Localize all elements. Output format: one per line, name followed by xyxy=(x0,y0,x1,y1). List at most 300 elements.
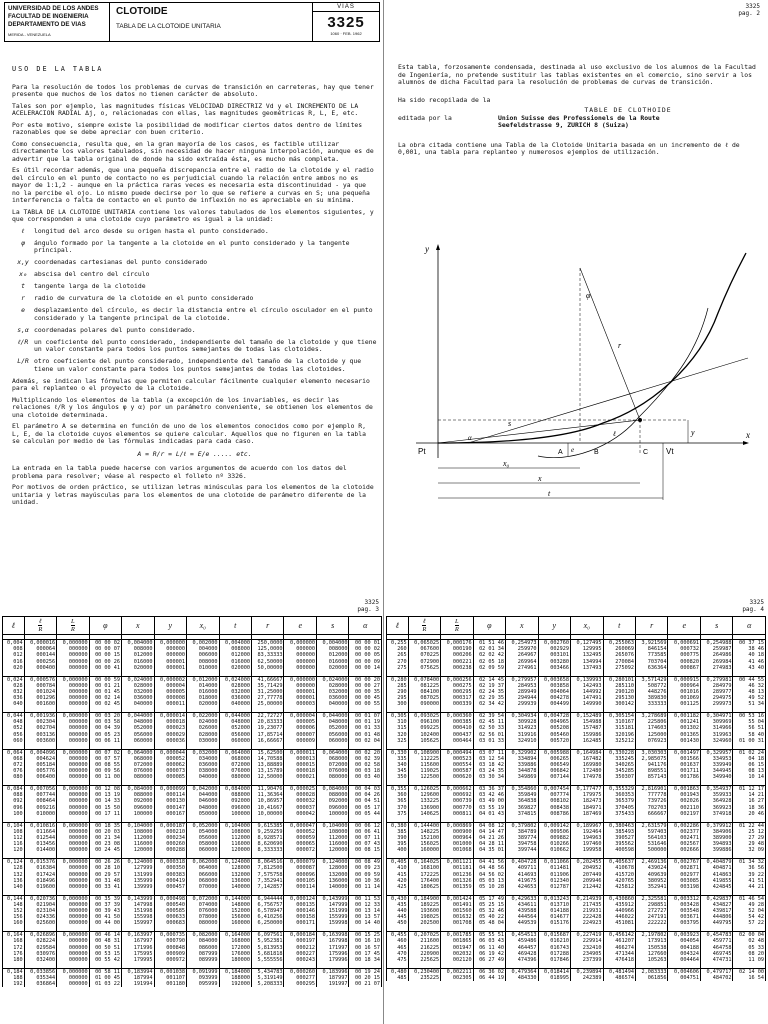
table-cell: 002110 xyxy=(668,805,700,811)
table-cell: 000167 xyxy=(154,811,186,817)
table-cell: 000000 xyxy=(284,665,316,671)
table-cell: 005776 xyxy=(24,768,56,774)
table-cell: 284979 xyxy=(700,683,732,689)
table-cell: 0,456142 xyxy=(603,932,635,939)
table-cell: 000000 xyxy=(284,646,316,652)
column-header: φ xyxy=(89,617,121,635)
table-cell: 050000 xyxy=(187,811,219,817)
table-cell: 172480 xyxy=(571,768,603,774)
table-cell: 000206 xyxy=(441,652,473,658)
page-number-block xyxy=(357,599,379,613)
table-cell: 7,575758 xyxy=(252,872,284,878)
table-cell: 002197 xyxy=(668,811,700,817)
table-cell: 0,000000 xyxy=(57,713,89,720)
table-cell: 000000 xyxy=(154,646,186,652)
table-cell: 0,000498 xyxy=(154,895,186,902)
table-cell: 0,062000 xyxy=(187,859,219,866)
table-cell: 000275 xyxy=(441,683,473,689)
table-cell: 000032 xyxy=(284,798,316,804)
table-cell: 0,004606 xyxy=(668,968,700,975)
table-cell: 075625 xyxy=(408,665,440,671)
table-cell: 036000 xyxy=(316,695,348,701)
table-cell: 016000 xyxy=(219,659,251,665)
table-cell: 2,816901 xyxy=(636,786,668,793)
table-cell: 449795 xyxy=(700,920,732,926)
table-cell: 000277 xyxy=(284,975,316,981)
table-cell: 080000 xyxy=(316,774,348,780)
table-cell: 0,177477 xyxy=(571,786,603,793)
table-cell: 00 16 10 xyxy=(349,938,382,944)
table-cell: 35,71429 xyxy=(252,683,284,689)
table-cell: 003101 xyxy=(538,652,570,658)
table-cell: 0,012000 xyxy=(187,676,219,683)
table-cell: 080000 xyxy=(219,774,251,780)
table-cell: 000197 xyxy=(284,938,316,944)
table-cell: 189225 xyxy=(408,902,440,908)
table-cell: 439588 xyxy=(506,908,538,914)
table-cell: 000732 xyxy=(668,646,700,652)
table-cell: 0,011066 xyxy=(538,859,570,866)
table-cell: 139999 xyxy=(122,884,154,890)
table-cell: 169980 xyxy=(571,762,603,768)
table-cell: 001943 xyxy=(668,792,700,798)
table-cell: 198025 xyxy=(408,914,440,920)
table-cell: 048000 xyxy=(316,719,348,725)
table-cell: 03 42 46 xyxy=(473,792,505,798)
table-cell: 00 10 36 xyxy=(349,878,382,884)
table-cell: 05 33 xyxy=(733,945,766,951)
table-cell: 00 09 56 xyxy=(89,768,121,774)
table-cell: 00 01 07 xyxy=(349,713,382,720)
table-cell: 380952 xyxy=(636,878,668,884)
table-cell: 115600 xyxy=(408,762,440,768)
table-cell: 0,164 xyxy=(3,932,25,939)
table-cell: 029584 xyxy=(24,945,56,951)
table-cell: 466274 xyxy=(603,945,635,951)
table-cell: 0,355 xyxy=(387,786,409,793)
table-cell: 000001 xyxy=(284,695,316,701)
table-cell: 00 48 31 xyxy=(89,938,121,944)
table-cell: 0,255063 xyxy=(603,640,635,647)
table-cell: 0,015376 xyxy=(24,859,56,866)
table-cell: 00 02 45 xyxy=(89,701,121,707)
table-cell: 084100 xyxy=(408,689,440,695)
label-x-axis: x xyxy=(746,430,750,440)
table-cell: 446022 xyxy=(603,914,635,920)
table-cell: 060 xyxy=(3,738,25,744)
table-cell: 469428 xyxy=(506,951,538,957)
table-cell: 176000 xyxy=(219,951,251,957)
table-cell: 0,000004 xyxy=(284,713,316,720)
x-axis-arrow xyxy=(743,441,749,445)
table-header-row xyxy=(3,617,382,635)
table-cell: 00 12 33 xyxy=(349,902,382,908)
table-cell: 001241 xyxy=(668,719,700,725)
table-cell: 0,000187 xyxy=(154,822,186,829)
table-cell: 01 03 22 xyxy=(89,981,121,987)
table-cell: 00 00 01 xyxy=(349,640,382,647)
table-cell: 155998 xyxy=(122,914,154,920)
table-cell: 03 07 11 xyxy=(473,749,505,756)
table-cell: 179996 xyxy=(316,957,348,963)
table-cell: 415 xyxy=(387,872,409,878)
table-cell: 000419 xyxy=(154,878,186,884)
definition-row xyxy=(12,240,377,255)
table-cell: 149990 xyxy=(571,701,603,707)
table-cell: 0,404879 xyxy=(700,859,732,866)
table-row xyxy=(387,968,766,975)
table-cell: 247191 xyxy=(636,914,668,920)
table-cell: 02 56 01 xyxy=(473,732,505,738)
table-cell: 100 xyxy=(3,811,25,817)
table-cell: 0,279957 xyxy=(506,676,538,683)
definition-row xyxy=(12,228,377,236)
table-cell: 360353 xyxy=(603,792,635,798)
label-ell: ℓ xyxy=(613,430,616,438)
table-cell: 06 27 49 xyxy=(473,957,505,963)
table-cell: 052000 xyxy=(219,725,251,731)
table-row xyxy=(3,859,382,866)
table-cell: 000000 xyxy=(57,725,89,731)
table-cell: 088 xyxy=(3,792,25,798)
table-cell: 0,230400 xyxy=(408,968,440,975)
table-cell: 0,144000 xyxy=(219,895,251,902)
table-cell: 087025 xyxy=(408,695,440,701)
table-cell: 132000 xyxy=(316,872,348,878)
table-cell: 184971 xyxy=(571,805,603,811)
series-label: VIAS xyxy=(313,3,379,12)
table-cell: 54 42 xyxy=(733,914,766,920)
table-cell: 160000 xyxy=(219,920,251,926)
table-cell: 036 xyxy=(3,695,25,701)
doc-number: 3325 xyxy=(327,14,365,31)
source-reference xyxy=(398,107,758,130)
paragraph: Además, se indican las fórmulas que permiten calcular fácilmente cualquier elemento necesario para el replanteo o el proyecto de la clotoide. xyxy=(12,376,370,392)
table-cell: 264967 xyxy=(506,652,538,658)
table-row xyxy=(3,968,382,975)
table-row xyxy=(387,975,766,981)
table-cell: 000523 xyxy=(441,756,473,762)
table-cell: 0,000099 xyxy=(154,786,186,793)
table-cell: 0,082000 xyxy=(187,932,219,939)
table-cell: 076000 xyxy=(219,768,251,774)
table-cell: 384906 xyxy=(700,829,732,835)
table-cell: 00 15 50 xyxy=(89,805,121,811)
table-cell: 450 xyxy=(387,920,409,926)
table-cell: 0,000260 xyxy=(284,968,316,975)
table-cell: 390 xyxy=(387,835,409,841)
table-cell: 0,227419 xyxy=(571,932,603,939)
table-cell: 445 xyxy=(387,914,409,920)
table-cell: 0,429837 xyxy=(700,895,732,902)
table-cell: 001024 xyxy=(24,689,56,695)
table-cell: 004624 xyxy=(24,756,56,762)
table-cell: 474731 xyxy=(700,957,732,963)
table-cell: 00 00 09 xyxy=(349,659,382,665)
table-cell: 0,124000 xyxy=(219,859,251,866)
table-cell: 0,000000 xyxy=(154,640,186,647)
table-cell: 531646 xyxy=(636,841,668,847)
table-cell: 046000 xyxy=(187,798,219,804)
table-cell: 55 04 xyxy=(733,719,766,725)
table-cell: 00 03 18 xyxy=(349,768,382,774)
table-cell: 120000 xyxy=(122,847,154,853)
table-cell: 440966 xyxy=(603,908,635,914)
table-cell: 20 46 xyxy=(733,811,766,817)
table-cell: 012000 xyxy=(122,652,154,658)
table-cell: 14,70588 xyxy=(252,756,284,762)
table-cell: 274983 xyxy=(700,665,732,671)
table-cell: 012544 xyxy=(24,835,56,841)
table-cell: 03 01 33 xyxy=(473,738,505,744)
table-cell: 108000 xyxy=(122,829,154,835)
table-cell: 052 xyxy=(3,725,25,731)
table-cell: 242389 xyxy=(571,975,603,981)
source-label: editada por la xyxy=(398,114,452,122)
table-cell: 056000 xyxy=(187,835,219,841)
table-cell: 5,434783 xyxy=(252,968,284,975)
page-number: pag. 4 xyxy=(742,606,764,613)
column-header xyxy=(24,617,56,635)
table-cell: 000784 xyxy=(24,683,56,689)
table-cell: 216225 xyxy=(408,945,440,951)
table-cell: 0,024 xyxy=(3,676,25,683)
table-cell: 000964 xyxy=(441,835,473,841)
table-cell: 132495 xyxy=(571,652,603,658)
table-cell: 00 00 41 xyxy=(89,665,121,671)
table-cell: 000000 xyxy=(57,841,89,847)
table-cell: 0,214939 xyxy=(571,895,603,902)
table-cell: 409639 xyxy=(636,872,668,878)
table-cell: 000000 xyxy=(57,732,89,738)
table-cell: 016000 xyxy=(316,659,348,665)
table-cell: 000087 xyxy=(284,865,316,871)
table-cell: 57 22 xyxy=(733,920,766,926)
fraction-header: $\frac{\text{ℓ}}{R}$ xyxy=(422,618,427,633)
table-cell: 156025 xyxy=(408,841,440,847)
table-cell: 012 xyxy=(3,652,25,658)
table-cell: 060000 xyxy=(187,847,219,853)
table-cell: 028000 xyxy=(316,683,348,689)
table-cell: 0,000576 xyxy=(24,676,56,683)
table-cell: 000238 xyxy=(441,665,473,671)
table-cell: 001711 xyxy=(668,768,700,774)
table-cell: 295 xyxy=(387,695,409,701)
table-cell: 410 xyxy=(387,865,409,871)
table-cell: 00 08 49 xyxy=(349,859,382,866)
paragraph: Ha sido recopilada de la xyxy=(398,95,491,104)
table-cell: 469745 xyxy=(700,951,732,957)
table-cell: 000000 xyxy=(57,957,89,963)
table-cell: 25 12 xyxy=(733,829,766,835)
table-cell: 000000 xyxy=(57,646,89,652)
table-cell: 000000 xyxy=(57,659,89,665)
table-cell: 0,280 xyxy=(387,676,409,683)
table-cell: 62,50000 xyxy=(252,659,284,665)
table-cell: 269964 xyxy=(506,659,538,665)
table-cell: 192464 xyxy=(571,829,603,835)
table-cell: 007774 xyxy=(538,792,570,798)
table-cell: 9,615385 xyxy=(252,822,284,829)
table-cell: 003428 xyxy=(668,902,700,908)
table-cell: 6,097561 xyxy=(252,932,284,939)
table-cell: 01 46 54 xyxy=(733,895,766,902)
table-cell: 04 56 02 xyxy=(473,872,505,878)
table-cell: 160 xyxy=(3,920,25,926)
table-cell: 000000 xyxy=(57,884,89,890)
table-cell: 0,005988 xyxy=(538,749,570,756)
table-cell: 008000 xyxy=(187,659,219,665)
table-cell: 0,002000 xyxy=(187,640,219,647)
table-cell: 319963 xyxy=(700,732,732,738)
table-cell: 096000 xyxy=(219,805,251,811)
table-cell: 00 09 59 xyxy=(349,872,382,878)
table-cell: 000000 xyxy=(57,835,89,841)
table-cell: 06 15 xyxy=(733,762,766,768)
table-cell: 0,000016 xyxy=(24,640,56,647)
definition-row xyxy=(12,339,377,354)
table-cell: 259987 xyxy=(700,646,732,652)
table-cell: 404871 xyxy=(700,865,732,871)
table-cell: 072000 xyxy=(122,762,154,768)
table-cell: 898551 xyxy=(636,768,668,774)
table-cell: 5,952381 xyxy=(252,938,284,944)
column-header: e xyxy=(668,617,700,635)
table-cell: 212442 xyxy=(571,884,603,890)
table-cell: 0,000000 xyxy=(57,895,89,902)
table-cell: 017846 xyxy=(538,957,570,963)
table-cell: 096000 xyxy=(122,805,154,811)
table-row xyxy=(3,822,382,829)
table-cell: 298851 xyxy=(636,902,668,908)
table-cell: 008000 xyxy=(316,646,348,652)
column-header: ℓ xyxy=(3,617,25,635)
table-cell: 500000 xyxy=(636,847,668,853)
table-cell: 40 18 xyxy=(733,652,766,658)
table-cell: 359933 xyxy=(700,792,732,798)
table-cell: 152100 xyxy=(408,835,440,841)
table-cell: 00 00 05 xyxy=(349,652,382,658)
table-cell: 002567 xyxy=(668,841,700,847)
table-cell: 000000 xyxy=(57,695,89,701)
table-cell: 00 13 57 xyxy=(349,914,382,920)
table-cell: 00 07 43 xyxy=(349,841,382,847)
table-cell: 03 55 19 xyxy=(473,805,505,811)
table-cell: 06 11 40 xyxy=(473,945,505,951)
table-cell: 179995 xyxy=(122,957,154,963)
table-cell: 127999 xyxy=(122,865,154,871)
table-cell: 048000 xyxy=(219,719,251,725)
table-cell: 00 13 19 xyxy=(89,792,121,798)
table-cell: 32 09 xyxy=(733,847,766,853)
table-cell: 05 10 28 xyxy=(473,884,505,890)
definition-text: longitud del arco desde su origen hasta el punto considerado. xyxy=(34,226,269,235)
table-cell: 00 37 39 xyxy=(89,902,121,908)
table-cell: 136000 xyxy=(219,878,251,884)
table-cell: 339886 xyxy=(506,762,538,768)
table-cell: 056 xyxy=(3,732,25,738)
table-cell: 000000 xyxy=(57,689,89,695)
table-cell: 000000 xyxy=(57,665,89,671)
table-cell: 016000 xyxy=(187,689,219,695)
table-cell: 00 02 14 xyxy=(89,695,121,701)
table-cell: 004064 xyxy=(538,689,570,695)
table-cell: 000000 xyxy=(57,914,89,920)
page-number: pag. 2 xyxy=(738,10,760,17)
page-table-part-1 xyxy=(0,597,384,1024)
table-cell: 060000 xyxy=(219,738,251,744)
table-row xyxy=(3,640,382,647)
table-cell: 02 39 54 xyxy=(473,713,505,720)
table-cell: 27 29 xyxy=(733,835,766,841)
table-cell: 012787 xyxy=(538,884,570,890)
table-cell: 028 xyxy=(3,683,25,689)
definition-text: radio de curvatura de la clotoide en el punto considerado xyxy=(34,294,254,302)
table-cell: 000683 xyxy=(154,920,186,926)
table-cell: 010000 xyxy=(187,665,219,671)
table-cell: 0,455 xyxy=(387,932,409,939)
page-number: pag. 3 xyxy=(357,606,379,613)
table-cell: 018496 xyxy=(24,878,56,884)
table-cell: 092 xyxy=(3,798,25,804)
table-cell: 420 xyxy=(387,878,409,884)
table-cell: 0,430860 xyxy=(603,895,635,902)
table-cell: 00 05 23 xyxy=(89,732,121,738)
table-cell: 0,163998 xyxy=(316,932,348,939)
table-cell: 0,164000 xyxy=(219,932,251,939)
table-cell: 159997 xyxy=(122,920,154,926)
table-cell: 132 xyxy=(3,872,25,878)
section-heading: USO DE LA TABLA xyxy=(12,65,104,73)
table-cell: 364928 xyxy=(700,798,732,804)
table-cell: 425 xyxy=(387,884,409,890)
table-cell: 02 48 xyxy=(733,938,766,944)
table-cell: 39 22 xyxy=(733,872,766,878)
table-cell: 315 xyxy=(387,725,409,731)
table-cell: 13,88889 xyxy=(252,762,284,768)
table-cell: 459771 xyxy=(700,938,732,944)
table-cell: 0,002211 xyxy=(441,968,473,975)
label-r: r xyxy=(618,341,622,350)
document-header xyxy=(4,2,380,42)
table-cell: 05 17 49 xyxy=(473,895,505,902)
table-cell: 068000 xyxy=(316,756,348,762)
table-cell: 044000 xyxy=(187,792,219,798)
table-cell: 023104 xyxy=(24,908,56,914)
table-cell: 345285 xyxy=(603,768,635,774)
table-cell: 068 xyxy=(3,756,25,762)
table-cell: 032000 xyxy=(122,689,154,695)
table-cell: 04 41 56 xyxy=(473,859,505,866)
table-cell: 056000 xyxy=(219,732,251,738)
table-cell: 389900 xyxy=(700,835,732,841)
table-cell: 131999 xyxy=(122,872,154,878)
table-cell: 0,280101 xyxy=(603,676,635,683)
table-row xyxy=(387,895,766,902)
table-cell: 150538 xyxy=(636,945,668,951)
table-cell: 448276 xyxy=(636,689,668,695)
definition-symbol: s,α xyxy=(17,325,29,334)
table-cell: 000000 xyxy=(57,774,89,780)
table-cell: 136900 xyxy=(408,805,440,811)
table-cell: 092000 xyxy=(316,798,348,804)
table-cell: 000000 xyxy=(57,945,89,951)
table-cell: 44 21 xyxy=(733,884,766,890)
table-cell: 002120 xyxy=(441,957,473,963)
table-cell: 000400 xyxy=(24,665,56,671)
table-cell: 089999 xyxy=(187,957,219,963)
label-y-dim: y xyxy=(691,428,695,437)
